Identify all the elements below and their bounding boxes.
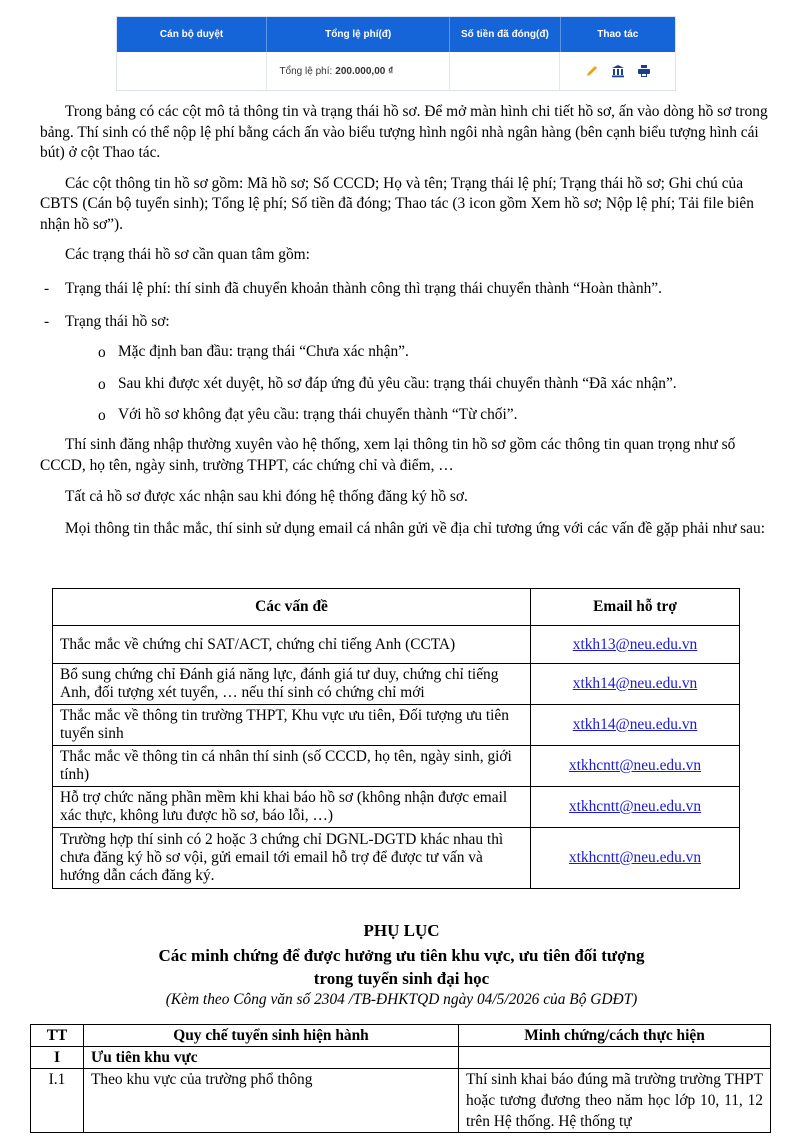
paragraph: Mọi thông tin thắc mắc, thí sinh sử dụng email cá nhân gửi về địa chỉ tương ứng với các vấn đề gặp phải như sau:: [65, 519, 765, 537]
reviewer-cell: [117, 52, 267, 90]
instructions-body-2: [40, 435, 780, 539]
appendix-subtitle: trong tuyển sinh đại học: [313, 969, 490, 988]
table-row: [31, 1047, 771, 1069]
paragraph: Các trạng thái hồ sơ cần quan tâm gồm:: [65, 246, 310, 263]
table-row: [53, 705, 740, 746]
issue-cell: Bổ sung chứng chỉ Đánh giá năng lực, đánh giá tư duy, chứng chỉ tiếng Anh, đối tượng xét tuyển, … nếu thí sinh có chứng chỉ mới: [53, 664, 531, 705]
fee-label: Tổng lệ phí:: [279, 65, 333, 77]
header-evidence: Minh chứng/cách thực hiện: [459, 1025, 771, 1047]
appendix-subtitle: Các minh chứng để được hưởng ưu tiên khu vực, ưu tiên đối tượng: [158, 946, 645, 965]
appendix-title: PHỤ LỤC: [363, 921, 440, 940]
email-link[interactable]: xtkhcntt@neu.edu.vn: [531, 828, 740, 889]
section-name: Ưu tiên khu vực: [84, 1047, 459, 1069]
dash-bullet: -: [44, 280, 50, 297]
support-email-table: [52, 588, 740, 889]
instructions-body: [40, 102, 780, 266]
total-fee-cell: [267, 52, 449, 90]
fee-table-header: [117, 17, 675, 52]
col-reviewer: Cán bộ duyệt: [117, 17, 267, 52]
email-link[interactable]: xtkhcntt@neu.edu.vn: [531, 746, 740, 787]
table-row[interactable]: [117, 52, 675, 90]
email-link[interactable]: xtkh14@neu.edu.vn: [531, 705, 740, 746]
circle-bullet: o: [98, 376, 106, 393]
status-rejected: Với hồ sơ không đạt yêu cầu: trạng thái chuyển thành “Từ chối”.: [118, 406, 518, 423]
row-evidence: Thí sinh khai báo đúng mã trường trường THPT hoặc tương đương theo năm học lớp 10, 11, 12 trên Hệ thống. Hệ thống tự: [459, 1069, 771, 1133]
circle-bullet: o: [98, 344, 106, 361]
table-header-row: [31, 1025, 771, 1047]
header-email: Email hỗ trợ: [531, 589, 740, 626]
header-issues: Các vấn đề: [53, 589, 531, 626]
issue-cell: Thắc mắc về thông tin trường THPT, Khu vực ưu tiên, Đối tượng ưu tiên tuyển sinh: [53, 705, 531, 746]
actions-cell: [560, 52, 675, 90]
paragraph: Thí sinh đăng nhập thường xuyên vào hệ thống, xem lại thông tin hồ sơ gồm các thông tin quan trọng như số CCCD, họ tên, ngày sinh, trường THPT, các chứng chỉ và điểm, …: [40, 436, 736, 474]
circle-bullet: o: [98, 407, 106, 424]
header-tt: TT: [31, 1025, 84, 1047]
section-empty: [459, 1047, 771, 1069]
table-header-row: [53, 589, 740, 626]
profile-status-item: Trạng thái hồ sơ:: [65, 313, 170, 330]
appendix-note: (Kèm theo Công văn số 2304 /TB-ĐHKTQD ngày 04/5/2026 của Bộ GDĐT): [165, 991, 638, 1008]
appendix-table: [30, 1024, 771, 1133]
col-paid: Số tiền đã đóng(đ): [450, 17, 560, 52]
header-rule: Quy chế tuyển sinh hiện hành: [84, 1025, 459, 1047]
issue-cell: Thắc mắc về thông tin cá nhân thí sinh (số CCCD, họ tên, ngày sinh, giới tính): [53, 746, 531, 787]
table-row: [53, 626, 740, 664]
fee-table-screenshot: [116, 16, 676, 91]
dash-bullet: -: [44, 313, 50, 330]
email-link[interactable]: xtkhcntt@neu.edu.vn: [531, 787, 740, 828]
print-icon[interactable]: [637, 64, 651, 78]
table-row: [53, 828, 740, 889]
col-total-fee: Tổng lệ phí(đ): [267, 17, 450, 52]
fee-status-item: Trạng thái lệ phí: thí sinh đã chuyển khoản thành công thì trạng thái chuyển thành “Hoàn thành”.: [65, 280, 662, 297]
issue-cell: Hỗ trợ chức năng phần mềm khi khai báo hồ sơ (không nhận được email xác thực, không lưu được hồ sơ, báo lỗi, …): [53, 787, 531, 828]
section-tt: I: [31, 1047, 84, 1069]
email-link[interactable]: xtkh14@neu.edu.vn: [531, 664, 740, 705]
pencil-icon[interactable]: [585, 64, 599, 78]
issue-cell: Trường hợp thí sinh có 2 hoặc 3 chứng chỉ DGNL-DGTD khác nhau thì chưa đăng ký hồ sơ vội, gửi email tới email hỗ trợ để được tư vấn và hướng dẫn cách đăng ký.: [53, 828, 531, 889]
col-actions: Thao tác: [597, 29, 639, 40]
status-confirmed: Sau khi được xét duyệt, hồ sơ đáp ứng đủ yêu cầu: trạng thái chuyển thành “Đã xác nhận”.: [118, 375, 677, 392]
paragraph: Các cột thông tin hồ sơ gồm: Mã hồ sơ; Số CCCD; Họ và tên; Trạng thái lệ phí; Trạng thái hồ sơ; Ghi chú của CBTS (Cán bộ tuyển sinh); Tổng lệ phí; Số tiền đã đóng; Thao tác (3 icon gồm Xem hồ sơ; Nộp lệ phí; Tải file biên nhận hồ sơ”).: [40, 174, 754, 233]
paragraph: Tất cả hồ sơ được xác nhận sau khi đóng hệ thống đăng ký hồ sơ.: [65, 488, 468, 505]
row-rule: Theo khu vực của trường phổ thông: [84, 1069, 459, 1133]
table-row: [31, 1069, 771, 1133]
table-row: [53, 746, 740, 787]
email-link[interactable]: xtkh13@neu.edu.vn: [531, 626, 740, 664]
row-tt: I.1: [31, 1069, 84, 1133]
paid-cell: [450, 52, 561, 90]
table-row: [53, 787, 740, 828]
fee-value: 200.000,00 ₫: [335, 65, 394, 77]
paragraph: Trong bảng có các cột mô tả thông tin và trạng thái hồ sơ. Để mở màn hình chi tiết hồ sơ, ấn vào dòng hồ sơ trong bảng. Thí sinh có thể nộp lệ phí bằng cách ấn vào biểu tượng hình ngôi nhà ngân hàng (bên cạnh biểu tượng hình cái bút) ở cột Thao tác.: [40, 103, 768, 161]
status-unconfirmed: Mặc định ban đầu: trạng thái “Chưa xác nhận”.: [118, 343, 409, 360]
bank-icon[interactable]: [611, 64, 625, 78]
issue-cell: Thắc mắc về chứng chỉ SAT/ACT, chứng chỉ tiếng Anh (CCTA): [53, 626, 531, 664]
table-row: [53, 664, 740, 705]
